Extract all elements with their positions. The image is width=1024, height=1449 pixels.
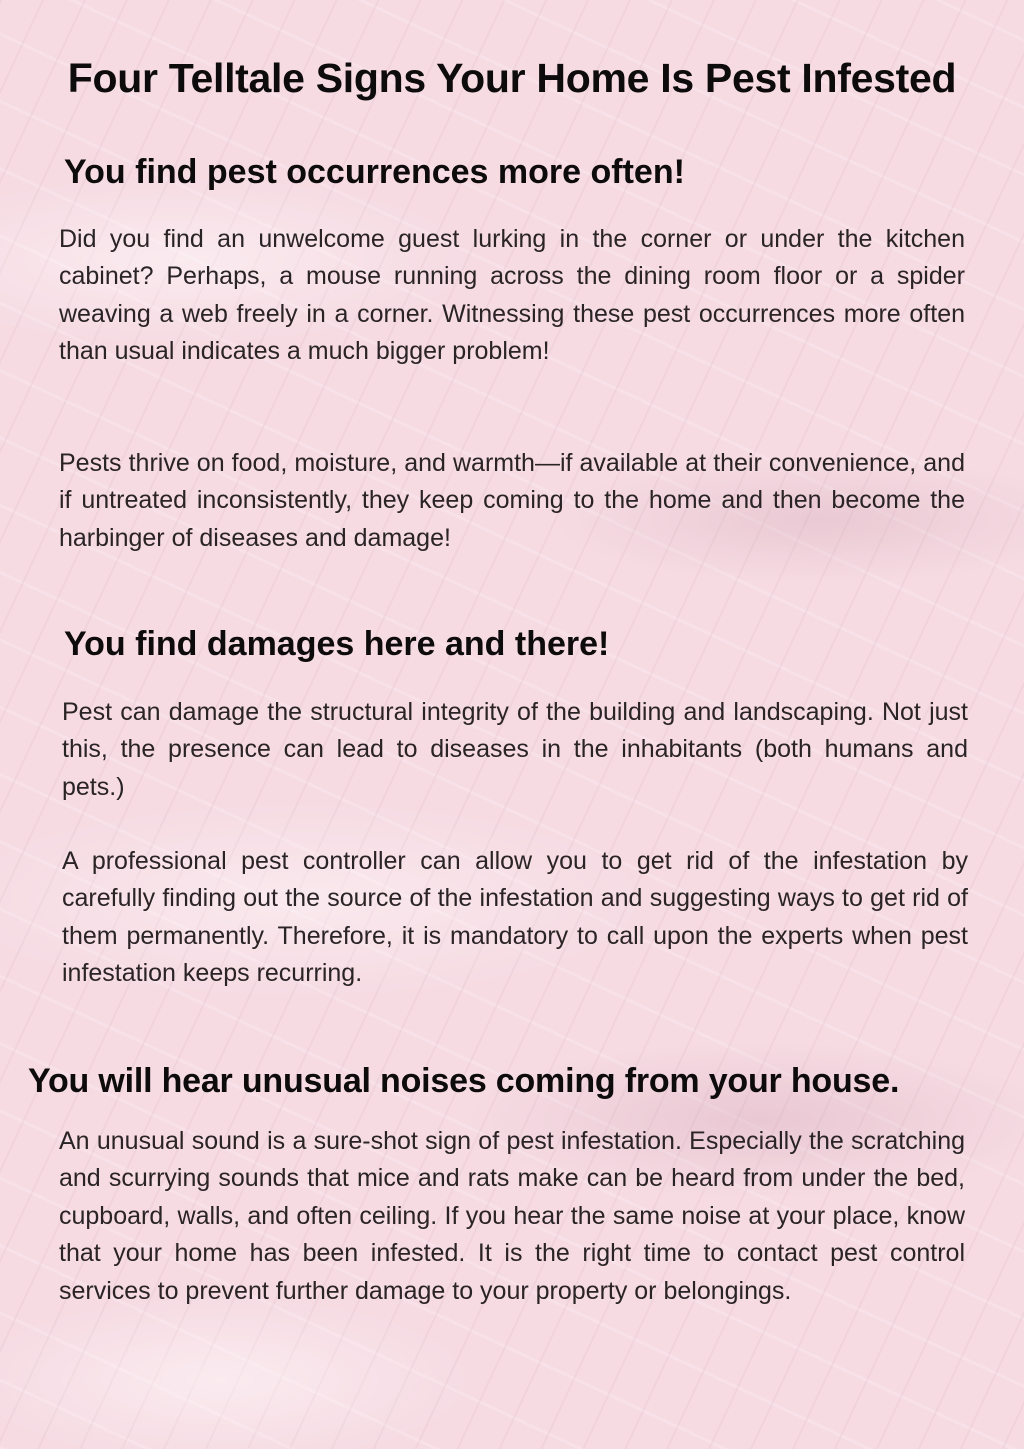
section-paragraph: Pest can damage the structural integrity of the building and landscaping. Not just this, the presence can lead to diseases in the inhabitants (both humans and pets.) [62, 698, 968, 801]
section-heading-damages: You find damages here and there! [64, 625, 610, 663]
section-paragraph: A professional pest controller can allow you to get rid of the infestation by carefully finding out the source of the infestation and suggesting ways to get rid of them permanently. Therefore, it is mandatory to call upon the experts when pest infestation keeps recurring. [62, 847, 968, 988]
section-paragraph: Did you find an unwelcome guest lurking in the corner or under the kitchen cabinet? Perhaps, a mouse running across the dining room floor or a spider weaving a web freely in a corner. Witnessing these pest occurrences more often than usual indicates a much bigger problem! [59, 225, 965, 366]
section-heading-unusual-noises: You will hear unusual noises coming from your house. [28, 1062, 900, 1100]
page-title: Four Telltale Signs Your Home Is Pest Infested [67, 55, 957, 101]
section-heading-pest-occurrences: You find pest occurrences more often! [64, 153, 685, 191]
section-paragraph: Pests thrive on food, moisture, and warmth—if available at their convenience, and if untreated inconsistently, they keep coming to the home and then become the harbinger of diseases and damage! [59, 449, 965, 552]
section-paragraph: An unusual sound is a sure-shot sign of pest infestation. Especially the scratching and scurrying sounds that mice and rats make can be heard from under the bed, cupboard, walls, and often ceiling. If you hear the same noise at your place, know that your home has been infested. It is the right time to contact pest control services to prevent further damage to your property or belongings. [59, 1127, 965, 1305]
